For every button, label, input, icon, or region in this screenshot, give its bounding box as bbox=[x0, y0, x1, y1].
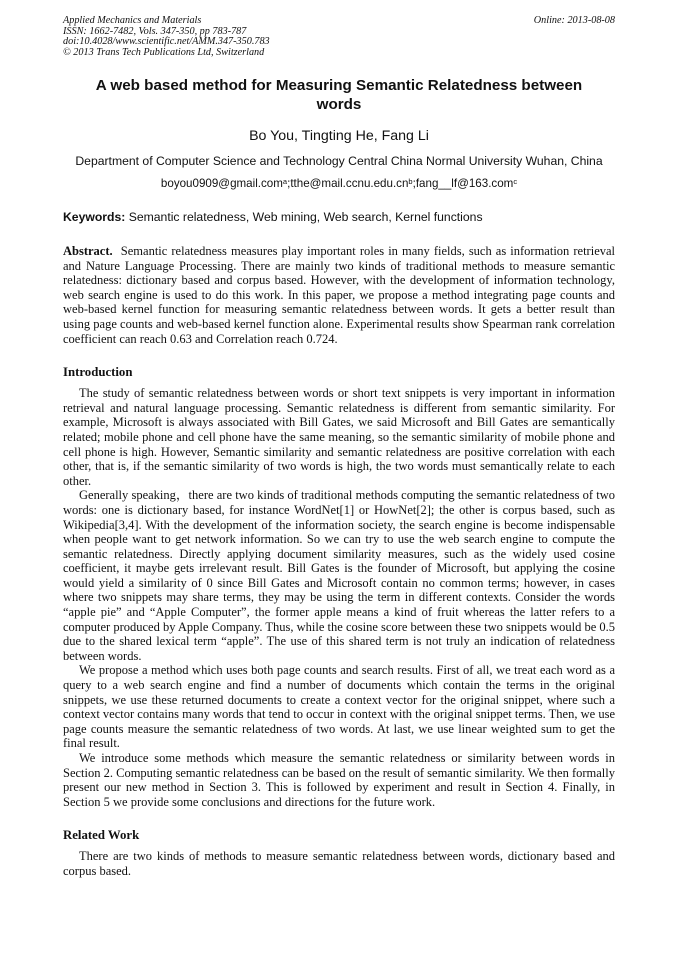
paper-affiliation: Department of Computer Science and Technology Central China Normal University Wuhan, China bbox=[75, 154, 603, 168]
email-separator: ; bbox=[287, 177, 291, 190]
email-li: fang__lf@163.com bbox=[415, 177, 514, 190]
related-work-heading: Related Work bbox=[63, 828, 140, 843]
introduction-heading: Introduction bbox=[63, 365, 133, 380]
online-date: Online: 2013-08-08 bbox=[533, 15, 615, 26]
intro-paragraph-3: We propose a method which uses both page counts and search results. First of all, we treat each word as a query to a web search engine and find a number of documents which contain the terms in the original snippets, we use these returned documents to create a context vector for the original snippet, where such a context vector contains many words that tend to occur in context with the original snippet terms. Then, we use page counts measure the semantic relatedness of two words. At last, we use linear weighted sum to get the final result. bbox=[63, 663, 615, 751]
intro-paragraph-2: Generally speaking，there are two kinds of traditional methods computing the semantic relatedness of two words: one is dictionary based, for instance WordNet[1] or HowNet[2]; the other is corpus based, such as Wikipedia[3,4]. With the development of the information society, the search engine is become indispensable when people want to get network information. So we can try to use the web search engine to compute the semantic relatedness. Directly applying document similarity measures, such as the widely used cosine coefficient, it maybe gets irrelevant result. Bill Gates is the founder of Microsoft, but applying the cosine would yield a similarity of 0 since Bill Gates and Microsoft contain no common terms; however, in cases where two snippets may share terms, they may be using the term in different contexts. Consider the words “apple pie” and “Apple Computer”, the former apple means a kind of fruit whereas the latter refers to a computer produced by Apple Company. Thus, while the cosine score between these two snippets would be 0.5 due to the shared lexical term “apple”. The use of this shared term is not truly an indication of relatedness between words. bbox=[63, 488, 615, 663]
intro-paragraph-1: The study of semantic relatedness between words or short text snippets is very important in information retrieval and natural language processing. Semantic relatedness is different from semantic similarity. For example, Microsoft is always associated with Bill Gates, we said Microsoft and Bill Gates are semantically related; mobile phone and cell phone have the same meaning, so the semantic similarity of mobile phone and cell phone is high. However, Semantic similarity and semantic relatedness are positive correlation with each other, that is, if the semantic similarity of two words is high, the two words must semantically relate to each other. bbox=[63, 386, 615, 488]
email-you: boyou0909@gmail.com bbox=[160, 177, 283, 190]
email-marker-a: a bbox=[282, 177, 288, 186]
journal-issn: ISSN: 1662-7482, Vols. 347-350, pp 783-787 bbox=[63, 25, 247, 37]
email-marker-b: b bbox=[408, 177, 413, 186]
journal-header bbox=[63, 16, 615, 58]
keywords-text: Semantic relatedness, Web mining, Web search, Kernel functions bbox=[128, 210, 483, 224]
abstract bbox=[63, 244, 615, 346]
email-separator: ; bbox=[412, 177, 416, 190]
journal-copyright: © 2013 Trans Tech Publications Ltd, Switzerland bbox=[63, 46, 265, 58]
related-work-paragraph-1: There are two kinds of methods to measure semantic relatedness between words, dictionary based and corpus based. bbox=[63, 849, 615, 878]
journal-name: Applied Mechanics and Materials bbox=[63, 15, 202, 26]
keywords-label: Keywords: bbox=[63, 210, 126, 224]
email-he: tthe@mail.ccnu.edu.cn bbox=[290, 177, 409, 190]
paper-page bbox=[63, 16, 615, 879]
paper-authors: Bo You, Tingting He, Fang Li bbox=[249, 128, 429, 144]
keywords bbox=[63, 210, 615, 225]
journal-meta bbox=[63, 16, 270, 58]
abstract-text: Semantic relatedness measures play important roles in many fields, such as information retrieval and Nature Language Processing. There are mainly two kinds of traditional methods to measure semantic relatedness: dictionary based and corpus based. However, with the development of information technology, web search engine is used to do this work. In this paper, we propose a method integrating page counts and web-based kernel function for measuring semantic relatedness between words. It gets a better result than using page counts and web-based kernel function alone. Experimental results show Spearman rank correlation coefficient can reach 0.63 and Correlation reach 0.724. bbox=[63, 244, 616, 346]
journal-doi: doi:10.4028/www.scientific.net/AMM.347-350.783 bbox=[63, 36, 270, 47]
author-emails bbox=[63, 177, 615, 191]
intro-paragraph-4: We introduce some methods which measure the semantic relatedness or similarity between words in Section 2. Computing semantic relatedness can be based on the result of semantic similarity. We then formally present our new method in Section 3. This is followed by experiment and result in Section 4. Finally, in Section 5 we provide some conclusions and directions for the future work. bbox=[63, 751, 615, 809]
abstract-label: Abstract. bbox=[63, 244, 113, 258]
email-marker-c: c bbox=[513, 177, 518, 186]
paper-title: A web based method for Measuring Semantic Relatedness between words bbox=[95, 77, 583, 113]
